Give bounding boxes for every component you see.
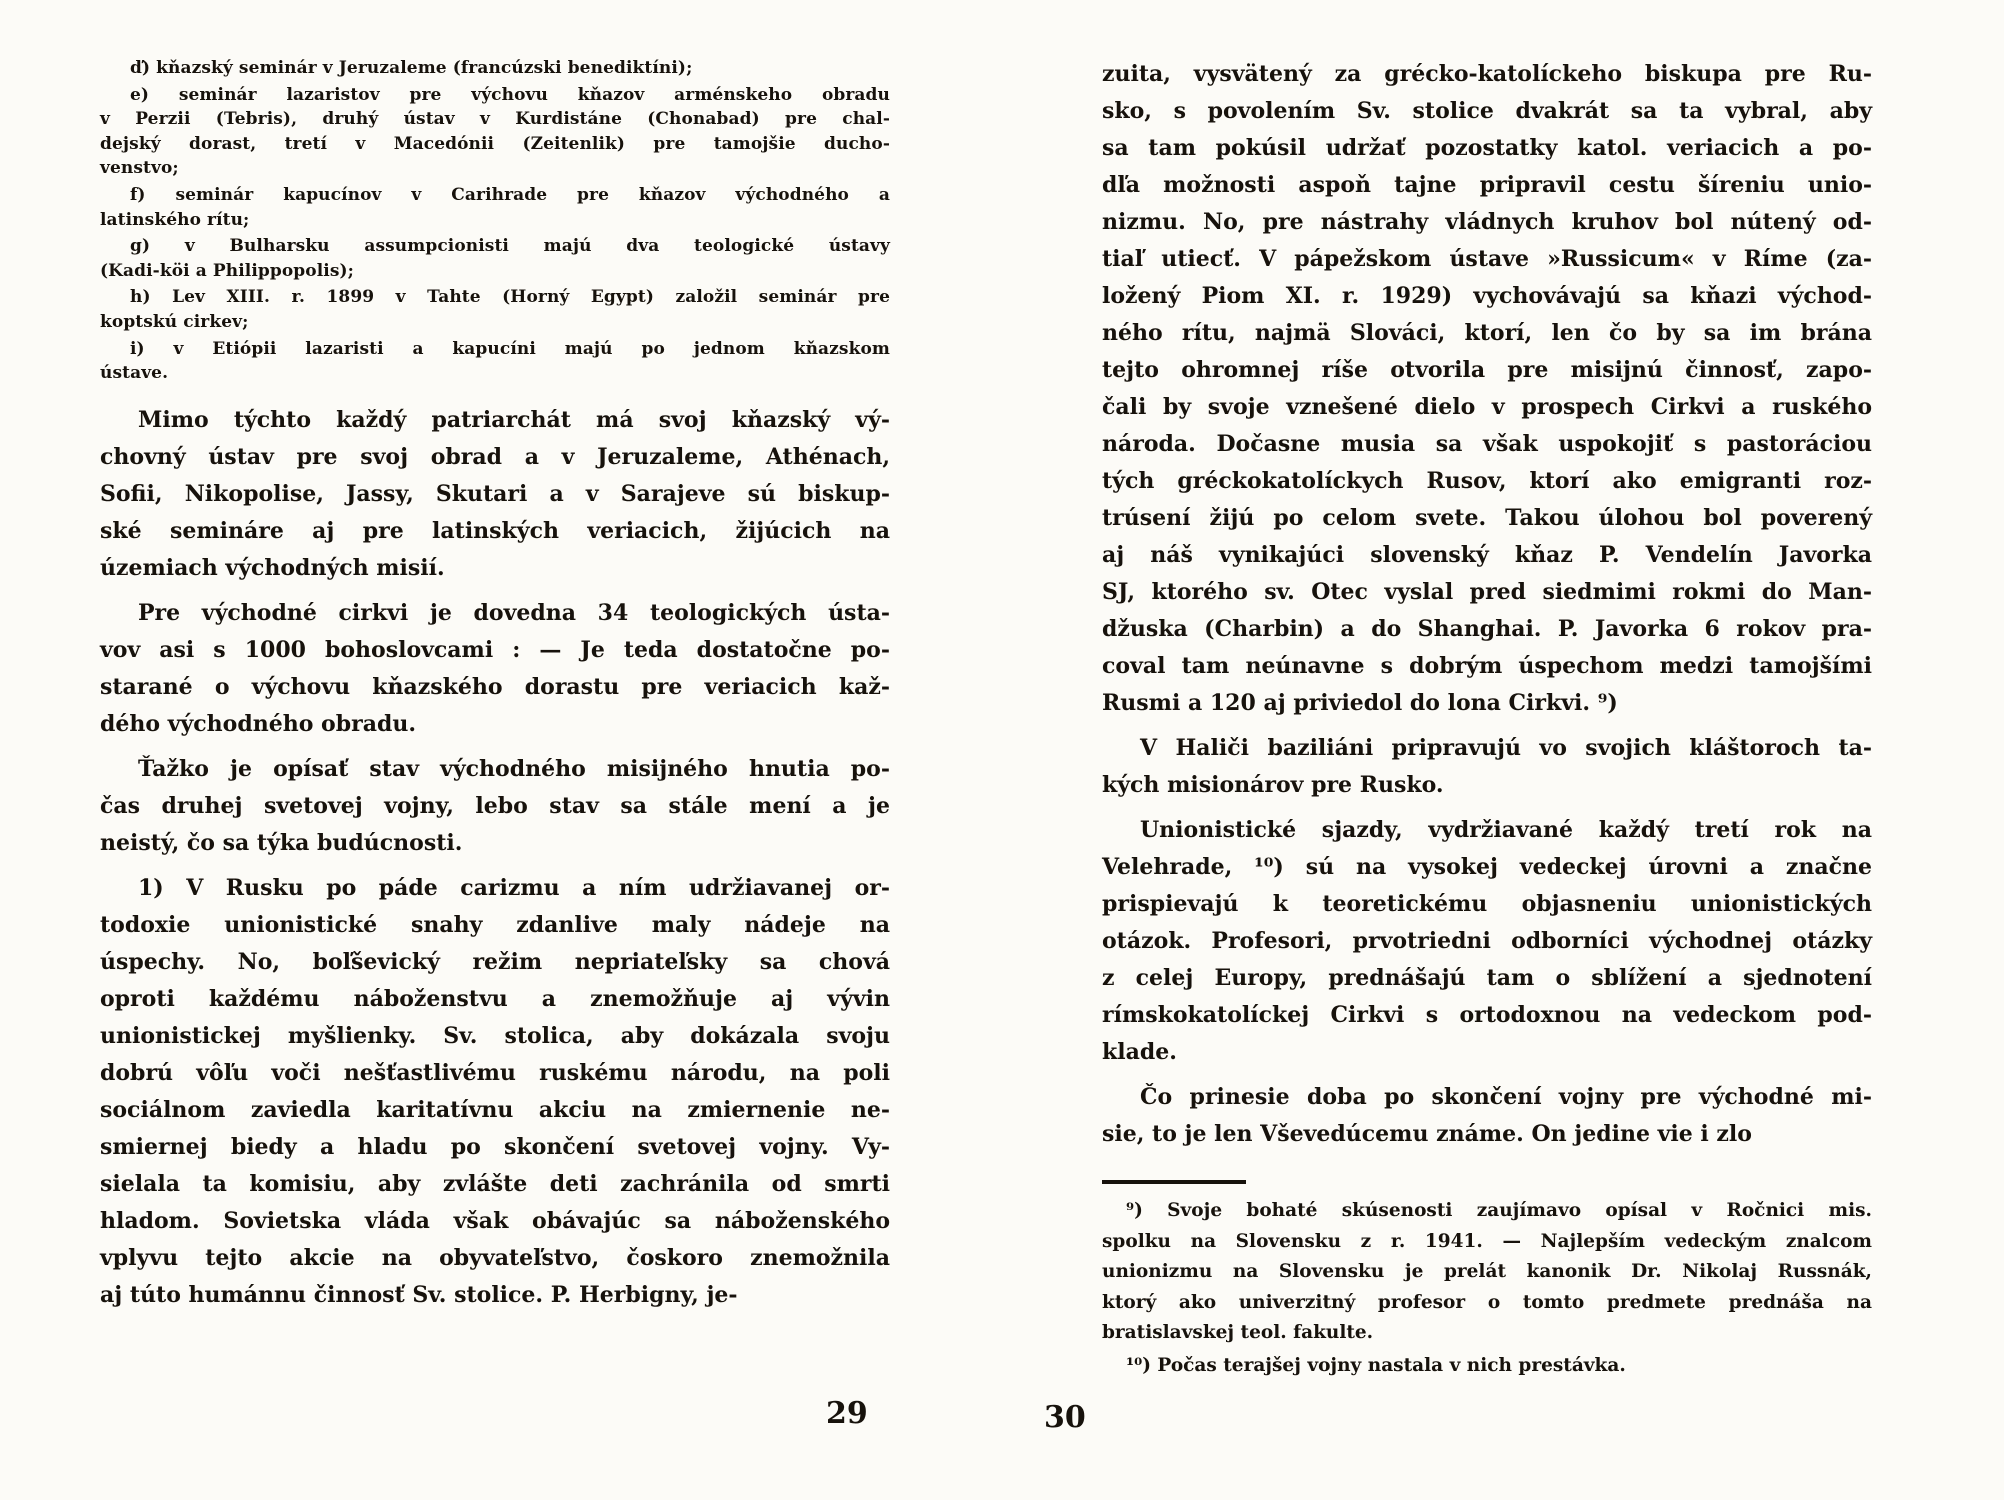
text-line: ústave. xyxy=(100,363,169,384)
text-line: zuita, vysvätený za grécko-katolíckeho biskupa pre Ru- xyxy=(1102,61,1872,87)
right-page-number: 30 xyxy=(1044,1400,1086,1435)
paragraph xyxy=(1102,812,1872,1071)
text-line: úspechy. No, boľševický režim nepriateľsky sa chová xyxy=(100,948,890,975)
paragraph xyxy=(1102,1351,1872,1382)
paragraph xyxy=(1102,730,1872,804)
paragraph xyxy=(100,402,890,587)
text-line: ktorý ako univerzitný profesor o tomto predmete prednáša na xyxy=(1102,1291,1872,1313)
text-line: unionizmu na Slovensku je prelát kanonik Dr. Nikolaj Russnák, xyxy=(1102,1261,1872,1282)
text-line: venstvo; xyxy=(100,158,179,179)
text-line: Sofii, Nikopolise, Jassy, Skutari a v Sarajeve sú biskup- xyxy=(100,480,890,507)
text-line: národa. Dočasne musia sa však uspokojiť s pastoráciou xyxy=(1102,431,1872,457)
text-line: vov asi s 1000 bohoslovcami : — Je teda dostatočne po- xyxy=(100,636,890,663)
text-line: (Kadi-köi a Philippopolis); xyxy=(100,260,355,281)
text-line: bratislavskej teol. fakulte. xyxy=(1102,1322,1374,1343)
paragraph xyxy=(1102,1196,1872,1349)
right-page-footnotes xyxy=(1102,1196,1872,1381)
paragraph xyxy=(1102,56,1872,722)
paragraph xyxy=(100,595,890,743)
text-line: čas druhej svetovej vojny, lebo stav sa stále mení a je xyxy=(100,792,890,819)
text-line: sielala ta komisiu, aby zvlášte deti zachránila od smrti xyxy=(100,1170,890,1197)
text-line: chovný ústav pre svoj obrad a v Jeruzaleme, Athénach, xyxy=(100,443,890,470)
text-line: Unionistické sjazdy, vydržiavané každý tretí rok na xyxy=(1140,817,1872,843)
text-line: g) v Bulharsku assumpcionisti majú dva teologické ústavy xyxy=(130,236,890,257)
text-line: SJ, ktorého sv. Otec vyslal pred siedmimi rokmi do Man- xyxy=(1102,579,1872,605)
text-line: rímskokatolíckej Cirkvi s ortodoxnou na vedeckom pod- xyxy=(1102,1002,1872,1028)
paragraph xyxy=(100,751,890,862)
text-line: aj túto humánnu činnosť Sv. stolice. P. Herbigny, je- xyxy=(100,1281,738,1308)
text-line: sociálnom zaviedla karitatívnu akciu na zmiernenie ne- xyxy=(100,1096,890,1123)
text-line: ské semináre aj pre latinských veriacich, žijúcich na xyxy=(100,517,890,544)
paragraph xyxy=(1102,1079,1872,1153)
text-line: v Perzii (Tebris), druhý ústav v Kurdistáne (Chonabad) pre chal- xyxy=(100,109,890,130)
text-line: z celej Europy, prednášajú tam o sblížení a sjednotení xyxy=(1102,965,1872,991)
paragraph xyxy=(100,337,890,386)
text-line: spolku na Slovensku z r. 1941. — Najlepším vedeckým znalcom xyxy=(1102,1230,1872,1252)
paragraph xyxy=(100,285,890,334)
text-line: sie, to je len Vševedúcemu známe. On jedine vie i zlo xyxy=(1102,1121,1752,1147)
text-line: prispievajú k teoretickému objasneniu unionistických xyxy=(1102,891,1872,917)
text-line: ného rítu, najmä Slováci, ktorí, len čo by sa im brána xyxy=(1102,320,1872,346)
text-line: dľa možnosti aspoň tajne pripravil cestu šíreniu unio- xyxy=(1102,172,1872,198)
text-line: ď) kňazský seminár v Jeruzaleme (francúzski benediktíni); xyxy=(130,58,693,78)
text-line: neistý, čo sa týka budúcnosti. xyxy=(100,829,463,856)
right-page-text-column xyxy=(1102,56,1872,1153)
text-line: sko, s povolením Sv. stolice dvakrát sa ta vybral, aby xyxy=(1102,98,1872,124)
text-line: tejto ohromnej ríše otvorila pre misijnú činnosť, zapo- xyxy=(1102,357,1872,383)
text-line: Rusmi a 120 aj priviedol do lona Cirkvi. ⁹) xyxy=(1102,690,1618,716)
paragraph xyxy=(100,56,890,81)
text-line: ⁹) Svoje bohaté skúsenosti zaujímavo opísal v Ročnici mis. xyxy=(1126,1200,1872,1221)
text-line: tiaľ utiecť. V pápežskom ústave »Russicum« v Ríme (za- xyxy=(1102,246,1872,272)
text-line: dejský dorast, tretí v Macedónii (Zeitenlik) pre tamojšie ducho- xyxy=(100,133,890,154)
text-line: aj náš vynikajúci slovenský kňaz P. Vendelín Javorka xyxy=(1102,542,1872,568)
paragraph xyxy=(100,83,890,181)
text-line: vplyvu tejto akcie na obyvateľstvo, čoskoro znemožnila xyxy=(100,1244,890,1271)
text-line: Velehrade, ¹⁰) sú na vysokej vedeckej úrovni a značne xyxy=(1102,854,1872,880)
text-line: tých gréckokatolíckych Rusov, ktorí ako emigranti roz- xyxy=(1102,468,1872,494)
text-line: koptskú cirkev; xyxy=(100,311,249,332)
paragraph xyxy=(100,870,890,1314)
text-line: latinského rítu; xyxy=(100,209,250,230)
text-line: oproti každému náboženstvu a znemožňuje aj vývin xyxy=(100,985,890,1012)
text-line: todoxie unionistické snahy zdanlive maly nádeje na xyxy=(100,911,890,938)
text-line: ložený Piom XI. r. 1929) vychovávajú sa kňazi východ- xyxy=(1102,283,1872,309)
left-page-text-column xyxy=(100,56,890,1314)
text-line: Pre východné cirkvi je dovedna 34 teologických ústa- xyxy=(138,599,890,626)
text-line: dého východného obradu. xyxy=(100,710,416,737)
left-page-number: 29 xyxy=(826,1396,868,1431)
text-line: nizmu. No, pre nástrahy vládnych kruhov bol nútený od- xyxy=(1102,209,1872,235)
text-line: klade. xyxy=(1102,1039,1177,1065)
text-line: Ťažko je opísať stav východného misijného hnutia po- xyxy=(138,755,890,782)
text-line: džuska (Charbin) a do Shanghai. P. Javorka 6 rokov pra- xyxy=(1102,616,1872,642)
text-line: kých misionárov pre Rusko. xyxy=(1102,772,1444,798)
text-line: i) v Etiópii lazaristi a kapucíni majú po jednom kňazskom xyxy=(130,338,890,359)
text-line: e) seminár lazaristov pre výchovu kňazov arménskeho obradu xyxy=(130,84,890,105)
text-line: coval tam neúnavne s dobrým úspechom medzi tamojšími xyxy=(1102,653,1872,679)
text-line: územiach východných misií. xyxy=(100,554,445,581)
footnote-separator-rule xyxy=(1102,1180,1246,1184)
text-line: trúsení žijú po celom svete. Takou úlohou bol poverený xyxy=(1102,505,1872,531)
text-line: h) Lev XIII. r. 1899 v Tahte (Horný Egypt) založil seminár pre xyxy=(130,287,890,308)
paragraph xyxy=(100,183,890,232)
text-line: f) seminár kapucínov v Carihrade pre kňazov východného a xyxy=(130,184,890,205)
text-line: Čo prinesie doba po skončení vojny pre východné mi- xyxy=(1140,1084,1872,1110)
text-line: V Haliči baziliáni pripravujú vo svojich kláštoroch ta- xyxy=(1140,735,1872,761)
text-line: otázok. Profesori, prvotriedni odborníci východnej otázky xyxy=(1102,928,1872,954)
text-line: dobrú vôľu voči nešťastlivému ruskému národu, na poli xyxy=(100,1059,890,1086)
paragraph xyxy=(100,234,890,283)
text-line: 1) V Rusku po páde carizmu a ním udržiavanej or- xyxy=(138,874,890,901)
text-line: Mimo týchto každý patriarchát má svoj kňazský vý- xyxy=(138,406,890,433)
text-line: hladom. Sovietska vláda však obávajúc sa náboženského xyxy=(100,1207,890,1234)
text-line: starané o výchovu kňazského dorastu pre veriacich kaž- xyxy=(100,673,890,700)
text-line: smiernej biedy a hladu po skončení svetovej vojny. Vy- xyxy=(100,1133,890,1160)
text-line: unionistickej myšlienky. Sv. stolica, aby dokázala svoju xyxy=(100,1022,890,1049)
text-line: sa tam pokúsil udržať pozostatky katol. veriacich a po- xyxy=(1102,135,1872,161)
text-line: ¹⁰) Počas terajšej vojny nastala v nich prestávka. xyxy=(1126,1354,1626,1376)
text-line: čali by svoje vznešené dielo v prospech Cirkvi a ruského xyxy=(1102,394,1872,420)
